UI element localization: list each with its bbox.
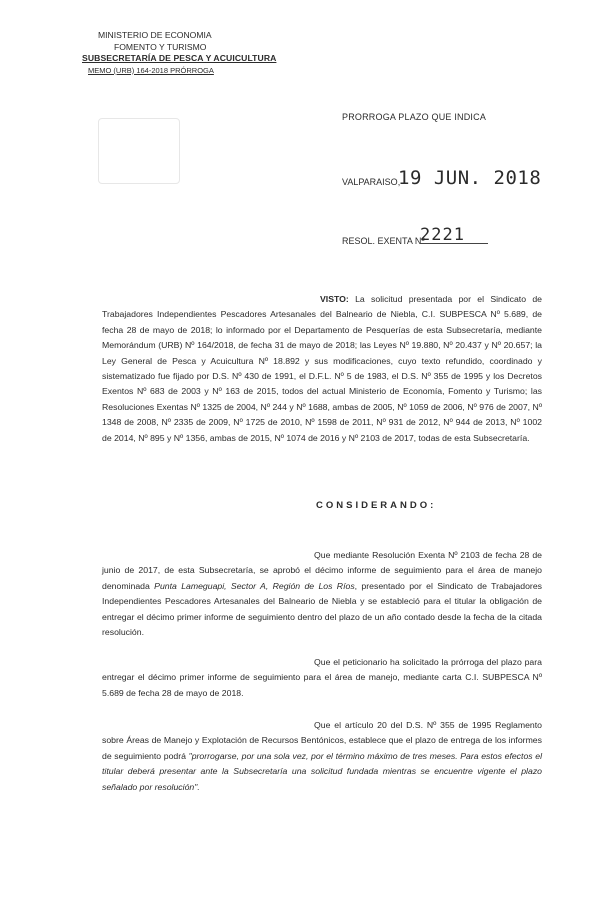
paragraph-text: fecha 28 de junio de 2017, de esta Subsecretaría, se aprobó el décimo informe de seguimiento para el área de manejo denominada	[102, 550, 542, 591]
considerando-paragraph-3	[102, 718, 542, 795]
paragraph-lead: Que mediante Resolución Exenta Nº 2103 de	[314, 550, 493, 560]
paragraph-text: plazo para entregar el décimo primer informe de seguimiento para el área de manejo, mediante carta C.I. SUBPESCA Nº 5.689 de fecha 28 de mayo de 2018.	[102, 657, 542, 698]
stamp-text	[99, 119, 179, 129]
paragraph-text: , presentado por el Sindicato de Trabajadores Independientes Pescadores Artesanales del Balneario de Niebla y se estableció para el titular la obligación de entregar el décimo primer informe de seguimiento dentro del plazo de un año contado desde la fecha de la citada resolución.	[102, 580, 542, 638]
place-label: VALPARAISO,	[342, 177, 401, 187]
ministry-subtitle: FOMENTO Y TURISMO	[114, 41, 207, 52]
paragraph-lead: Que el artículo 20 del D.S. Nº 355 de 1995	[314, 720, 492, 730]
visto-section	[102, 292, 542, 446]
stamped-date: 19 JUN. 2018	[398, 167, 542, 189]
paragraph-text: Reglamento sobre Áreas de Manejo y Explotación de Recursos Bentónicos, establece que el plazo de entrega de los informes de seguimiento podrá	[102, 720, 542, 761]
considerando-paragraph-1	[102, 548, 542, 640]
visto-label: VISTO:	[320, 294, 349, 304]
resolution-label: RESOL. EXENTA Nº	[342, 236, 425, 246]
ministry-name: MINISTERIO DE ECONOMIA	[98, 30, 212, 40]
quoted-regulation: "prorrogarse, por una sola vez, por el término máximo de tres meses. Para estos efectos el titular deberá presentar ante la Subsecretaría una solicitud fundada mientras se encuentre vigente el plazo señalado por resolución".	[102, 750, 543, 792]
document-reference: PRORROGA PLAZO QUE INDICA	[342, 112, 487, 122]
subsecretariat-name: SUBSECRETARÍA DE PESCA Y ACUICULTURA	[82, 53, 277, 63]
visto-text: La solicitud presentada por el Sindicato de Trabajadores Independientes Pescadores Artesanales del Balneario de Niebla, C.I. SUBPESCA Nº 5.689, de fecha 28 de mayo de 2018; lo informado por el Departamento de Pesquerías de esta Subsecretaría, mediante Memorándum (URB) Nº 164/2018, de fecha 31 de mayo de 2018; las Leyes Nº 19.880, Nº 20.437 y Nº 20.657; la Ley General de Pesca y Acuicultura Nº 18.892 y sus modificaciones, cuyo texto refundido, coordinado y sistematizado fue fijado por D.S. Nº 430 de 1991, el D.F.L. Nº 5 de 1983, el D.S. Nº 355 de 1995 y los Decretos Exentos Nº 683 de 2003 y Nº 163 de 2015, todos del actual Ministerio de Economía, Fomento y Turismo; las Resoluciones Exentas Nº 1325 de 2004, Nº 244 y Nº 1688, ambas de 2005, Nº 1059 de 2006, Nº 976 de 2007, Nº 1348 de 2008, Nº 2335 de 2009, Nº 1725 de 2010, Nº 1598 de 2011, Nº 931 de 2012, Nº 944 de 2013, Nº 1002 de 2014, Nº 895 y Nº 1356, ambas de 2015, Nº 1074 de 2016 y Nº 2103 de 2017, todas de esta Subsecretaría.	[102, 294, 542, 443]
faded-stamp	[98, 118, 180, 184]
memo-reference: MEMO (URB) 164-2018 PRÓRROGA	[88, 65, 214, 75]
resolution-number: 2221	[420, 225, 488, 244]
area-name: Punta Lameguapi, Sector A, Región de Los Ríos	[154, 580, 355, 591]
paragraph-lead: Que el peticionario ha solicitado la prórroga del	[314, 657, 499, 667]
ministry-header	[78, 30, 276, 76]
considerando-heading: CONSIDERANDO:	[316, 500, 437, 511]
considerando-paragraph-2	[102, 655, 542, 701]
